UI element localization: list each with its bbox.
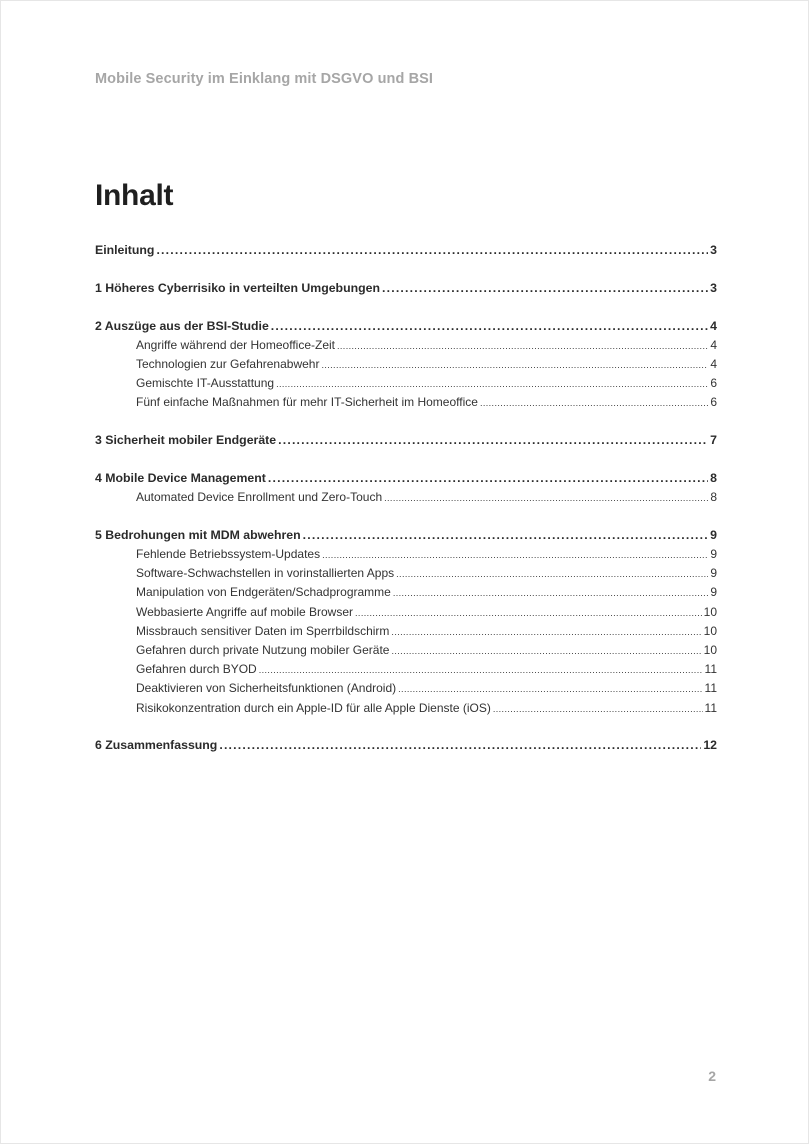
toc-subentry[interactable] — [95, 488, 717, 507]
toc-group — [95, 736, 717, 755]
toc-page-number: 9 — [710, 527, 717, 542]
toc-entry-label: Software-Schwachstellen in vorinstallierten Apps — [136, 566, 395, 581]
toc-page-number: 10 — [703, 623, 717, 638]
dot-leader — [303, 526, 709, 545]
toc-page-number: 3 — [710, 243, 717, 257]
toc-subentry[interactable] — [95, 603, 717, 622]
dot-leader — [396, 564, 708, 583]
dot-leader — [382, 279, 708, 298]
dot-leader — [391, 641, 701, 660]
toc-entry-label: Fünf einfache Maßnahmen für mehr IT-Sicherheit im Homeoffice — [136, 395, 478, 410]
dot-leader — [276, 374, 708, 393]
toc-entry-label: 6 Zusammenfassung — [95, 738, 218, 753]
dot-leader — [493, 699, 703, 718]
toc-entry-chapter-4[interactable] — [95, 469, 717, 488]
dot-leader — [219, 736, 701, 755]
toc-entry-label: Manipulation von Endgeräten/Schadprogramme — [136, 585, 391, 600]
toc-subentry[interactable] — [95, 660, 717, 679]
toc-entry-label: Angriffe während der Homeoffice-Zeit — [136, 337, 335, 352]
toc-group — [95, 317, 717, 413]
toc-subentry[interactable] — [95, 336, 717, 355]
dot-leader — [271, 317, 708, 336]
toc-page-number: 4 — [710, 356, 717, 371]
dot-leader — [337, 336, 708, 355]
toc-entry-label: 1 Höheres Cyberrisiko in verteilten Umgebungen — [95, 280, 380, 295]
toc-page-number: 11 — [704, 681, 717, 696]
dot-leader — [480, 393, 708, 412]
toc-entry-chapter-3[interactable] — [95, 431, 717, 450]
toc-subentry[interactable] — [95, 564, 717, 583]
toc-entry-chapter-5[interactable] — [95, 526, 717, 545]
toc-entry-label: 2 Auszüge aus der BSI-Studie — [95, 318, 269, 333]
dot-leader — [321, 355, 708, 374]
dot-leader — [268, 469, 708, 488]
toc-entry-label: Technologien zur Gefahrenabwehr — [136, 356, 320, 371]
toc-group — [95, 241, 717, 260]
dot-leader — [259, 660, 703, 679]
toc-page-number: 11 — [704, 662, 717, 677]
toc-entry-label: Deaktivieren von Sicherheitsfunktionen (Android) — [136, 681, 397, 696]
toc-subentry[interactable] — [95, 374, 717, 393]
toc-page-number: 8 — [710, 490, 717, 505]
toc-page-number: 9 — [710, 566, 717, 581]
dot-leader — [393, 583, 708, 602]
toc-subentry[interactable] — [95, 393, 717, 412]
dot-leader — [322, 545, 708, 564]
toc-page-number: 11 — [704, 700, 717, 715]
toc-group — [95, 469, 717, 507]
toc-entry-label: Gefahren durch BYOD — [136, 662, 257, 677]
toc-group — [95, 526, 717, 718]
toc-page-number: 9 — [710, 547, 717, 562]
toc-entry-label: Gefahren durch private Nutzung mobiler Geräte — [136, 642, 390, 657]
dot-leader — [398, 679, 702, 698]
toc-subentry[interactable] — [95, 641, 717, 660]
running-header: Mobile Security im Einklang mit DSGVO und BSI — [95, 71, 434, 87]
toc-page-number: 6 — [710, 376, 717, 391]
toc-page-number: 8 — [710, 470, 717, 485]
toc-entry-label: Gemischte IT-Ausstattung — [136, 376, 275, 391]
toc-subentry[interactable] — [95, 622, 717, 641]
toc-entry-label: 5 Bedrohungen mit MDM abwehren — [95, 527, 301, 542]
toc-page-number: 9 — [710, 585, 717, 600]
toc-subentry[interactable] — [95, 679, 717, 698]
toc-page-number: 3 — [710, 280, 717, 295]
toc-subentry[interactable] — [95, 355, 717, 374]
toc-subentry[interactable] — [95, 583, 717, 602]
toc-entry-chapter-2[interactable] — [95, 317, 717, 336]
toc-page-number: 12 — [703, 738, 717, 753]
toc-entry-label: 3 Sicherheit mobiler Endgeräte — [95, 433, 277, 448]
page-title: Inhalt — [95, 179, 174, 212]
toc-page-number: 4 — [710, 318, 717, 333]
toc-entry-chapter-6[interactable] — [95, 736, 717, 755]
toc-entry-label: Webbasierte Angriffe auf mobile Browser — [136, 604, 354, 619]
toc-entry-label: Einleitung — [95, 243, 155, 257]
toc-entry-label: Risikokonzentration durch ein Apple-ID für alle Apple Dienste (iOS) — [136, 700, 491, 715]
dot-leader — [384, 488, 708, 507]
page-number: 2 — [708, 1068, 716, 1084]
toc-entry-chapter-1[interactable] — [95, 279, 717, 298]
toc-group — [95, 279, 717, 298]
toc-page-number: 10 — [703, 642, 717, 657]
toc-page-number: 7 — [710, 433, 717, 448]
table-of-contents — [95, 241, 717, 774]
dot-leader — [278, 431, 708, 450]
toc-entry-label: Automated Device Enrollment und Zero-Touch — [136, 490, 383, 505]
dot-leader — [156, 241, 708, 260]
toc-subentry[interactable] — [95, 699, 717, 718]
toc-group — [95, 431, 717, 450]
toc-page-number: 6 — [710, 395, 717, 410]
toc-entry-label: Fehlende Betriebssystem-Updates — [136, 547, 321, 562]
toc-subentry[interactable] — [95, 545, 717, 564]
dot-leader — [391, 622, 701, 641]
toc-page-number: 4 — [710, 337, 717, 352]
dot-leader — [355, 603, 702, 622]
toc-entry-label: Missbrauch sensitiver Daten im Sperrbildschirm — [136, 623, 390, 638]
toc-entry-einleitung[interactable] — [95, 241, 717, 260]
toc-entry-label: 4 Mobile Device Management — [95, 470, 266, 485]
toc-page-number: 10 — [703, 604, 717, 619]
